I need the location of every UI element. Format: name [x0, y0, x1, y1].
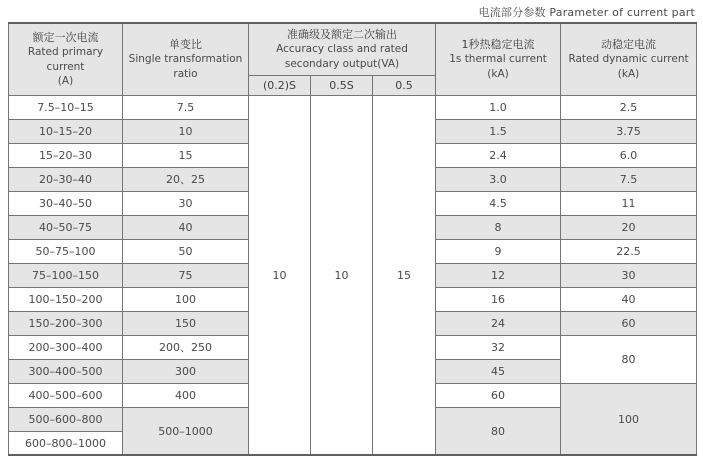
header-accuracy-group — [249, 23, 436, 75]
cell-thermal: 1.0 — [436, 95, 561, 119]
cell-dynamic-merged-100: 100 — [561, 383, 697, 455]
cell-ratio: 40 — [123, 215, 249, 239]
cell-primary: 600–800–1000 — [9, 431, 123, 455]
cell-ratio: 200、250 — [123, 335, 249, 359]
cell-thermal: 12 — [436, 263, 561, 287]
cell-thermal: 60 — [436, 383, 561, 407]
cell-ratio: 300 — [123, 359, 249, 383]
cell-primary: 50–75–100 — [9, 239, 123, 263]
cell-accuracy-05s-value: 10 — [311, 95, 373, 455]
cell-dynamic: 40 — [561, 287, 697, 311]
cell-ratio: 150 — [123, 311, 249, 335]
header-primary-current — [9, 23, 123, 95]
cell-thermal: 4.5 — [436, 191, 561, 215]
cell-dynamic: 20 — [561, 215, 697, 239]
cell-dynamic: 60 — [561, 311, 697, 335]
cell-primary: 10–15–20 — [9, 119, 123, 143]
header-accuracy-zh: 准确级及额定二次输出 — [287, 28, 398, 41]
cell-accuracy-05-value: 15 — [373, 95, 436, 455]
cell-dynamic: 2.5 — [561, 95, 697, 119]
header-dynamic-current — [561, 23, 697, 95]
header-accuracy-en: Accuracy class and rated secondary output(VA) — [276, 43, 408, 71]
header-row-main — [9, 23, 697, 75]
header-thermal-en: 1s thermal current — [449, 53, 547, 66]
header-ratio-zh: 单变比 — [169, 38, 202, 51]
header-accuracy-05: 0.5 — [373, 75, 436, 95]
cell-thermal: 45 — [436, 359, 561, 383]
header-dynamic-unit: (kA) — [617, 68, 640, 81]
cell-dynamic: 30 — [561, 263, 697, 287]
cell-ratio: 15 — [123, 143, 249, 167]
header-primary-unit: (A) — [57, 75, 74, 88]
cell-ratio: 30 — [123, 191, 249, 215]
cell-primary: 200–300–400 — [9, 335, 123, 359]
cell-primary: 7.5–10–15 — [9, 95, 123, 119]
header-dynamic-en: Rated dynamic current — [568, 53, 689, 66]
header-accuracy-05s: 0.5S — [311, 75, 373, 95]
cell-ratio: 7.5 — [123, 95, 249, 119]
cell-thermal: 8 — [436, 215, 561, 239]
header-ratio — [123, 23, 249, 95]
cell-ratio: 10 — [123, 119, 249, 143]
cell-accuracy-02s-value: 10 — [249, 95, 311, 455]
cell-primary: 40–50–75 — [9, 215, 123, 239]
cell-dynamic: 3.75 — [561, 119, 697, 143]
cell-thermal: 16 — [436, 287, 561, 311]
cell-thermal: 3.0 — [436, 167, 561, 191]
cell-primary: 15–20–30 — [9, 143, 123, 167]
cell-thermal-merged-80: 80 — [436, 407, 561, 455]
cell-dynamic: 22.5 — [561, 239, 697, 263]
header-ratio-en: Single transformation ratio — [128, 53, 243, 81]
cell-primary: 30–40–50 — [9, 191, 123, 215]
header-dynamic-zh: 动稳定电流 — [601, 38, 657, 51]
current-parameter-table — [8, 22, 697, 456]
header-thermal-unit: (kA) — [487, 68, 509, 81]
cell-thermal: 9 — [436, 239, 561, 263]
cell-dynamic: 6.0 — [561, 143, 697, 167]
cell-thermal: 24 — [436, 311, 561, 335]
page-title: 电流部分参数 Parameter of current part — [478, 6, 695, 19]
cell-primary: 150–200–300 — [9, 311, 123, 335]
cell-ratio: 50 — [123, 239, 249, 263]
cell-ratio: 20、25 — [123, 167, 249, 191]
cell-ratio: 75 — [123, 263, 249, 287]
cell-primary: 300–400–500 — [9, 359, 123, 383]
cell-dynamic: 11 — [561, 191, 697, 215]
header-primary-zh: 额定一次电流 — [32, 30, 99, 44]
cell-ratio: 100 — [123, 287, 249, 311]
cell-thermal: 1.5 — [436, 119, 561, 143]
cell-dynamic: 7.5 — [561, 167, 697, 191]
cell-thermal: 2.4 — [436, 143, 561, 167]
header-thermal-zh: 1秒热稳定电流 — [461, 38, 535, 51]
header-accuracy-02s: (0.2)S — [249, 75, 311, 95]
cell-ratio-merged-500-1000: 500–1000 — [123, 407, 249, 455]
table-row — [9, 95, 697, 119]
cell-ratio: 400 — [123, 383, 249, 407]
cell-primary: 20–30–40 — [9, 167, 123, 191]
header-thermal-current — [436, 23, 561, 95]
header-primary-en: Rated primary current — [27, 46, 104, 73]
cell-thermal: 32 — [436, 335, 561, 359]
cell-primary: 100–150–200 — [9, 287, 123, 311]
cell-primary: 400–500–600 — [9, 383, 123, 407]
cell-dynamic-merged-80: 80 — [561, 335, 697, 383]
cell-primary: 500–600–800 — [9, 407, 123, 431]
cell-primary: 75–100–150 — [9, 263, 123, 287]
